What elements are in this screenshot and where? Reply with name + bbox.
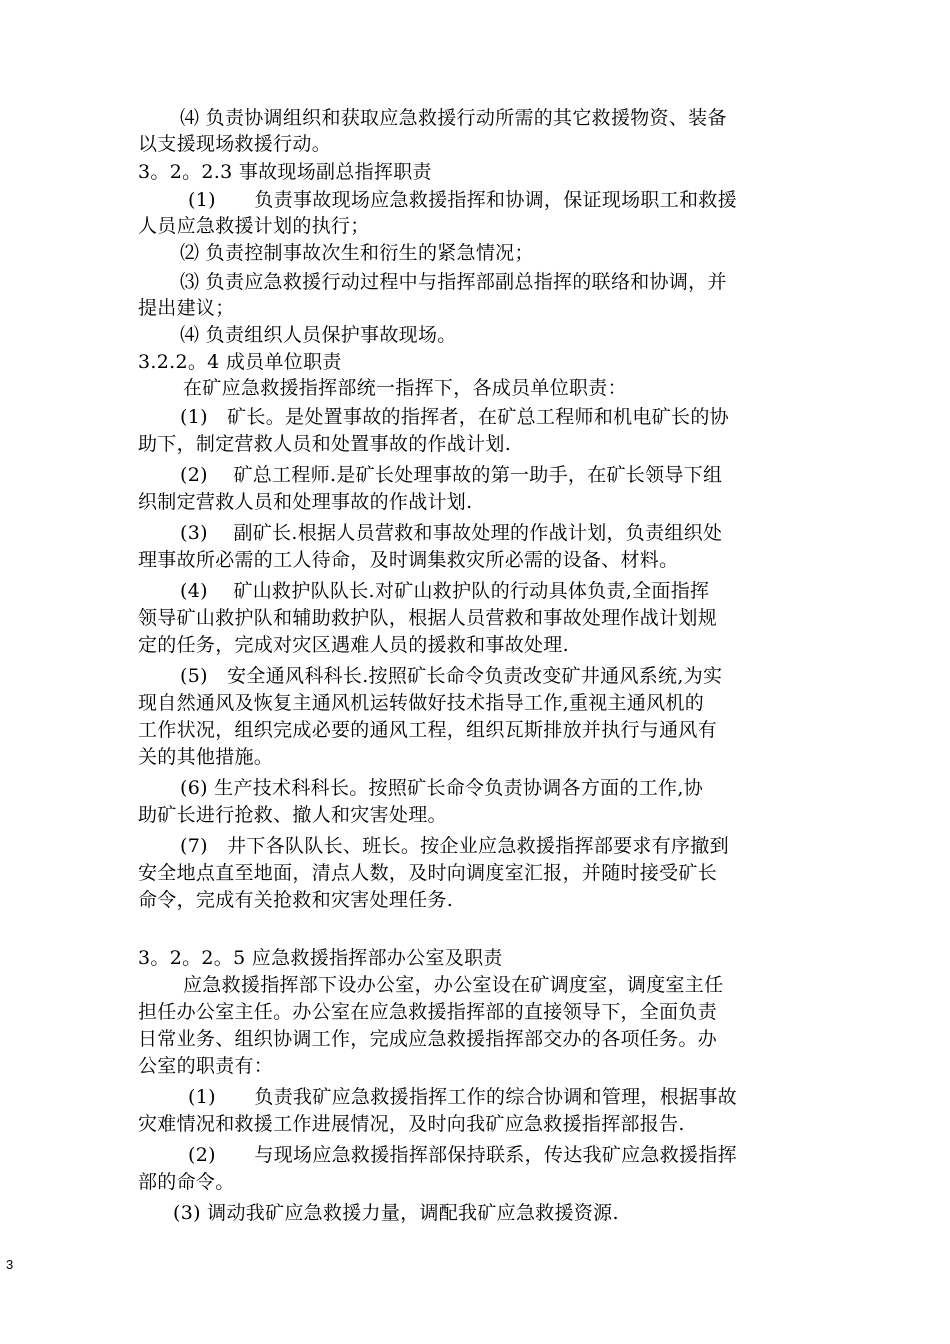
text-line: 日常业务、组织协调工作，完成应急救援指挥部交办的各项任务。办 [138,1028,718,1050]
text-line: 助矿长进行抢救、撤人和灾害处理。 [138,804,447,826]
text-line: (3) 副矿长.根据人员营救和事故处理的作战计划，负责组织处 [180,522,723,544]
text-line: 定的任务，完成对灾区遇难人员的援救和事故处理. [138,634,569,656]
text-line: ⑶ 负责应急救援行动过程中与指挥部副总指挥的联络和协调，并 [180,271,727,293]
text-line: 灾难情况和救援工作进展情况，及时向我矿应急救援指挥部报告. [138,1113,685,1135]
text-line: ⑷ 负责协调组织和获取应急救援行动所需的其它救援物资、装备 [180,107,727,129]
text-line: (1) 负责我矿应急救援指挥工作的综合协调和管理，根据事故 [188,1086,737,1108]
text-line: 助下，制定营救人员和处置事故的作战计划. [138,433,512,455]
section-heading: 3。2。2。5 应急救援指挥部办公室及职责 [138,947,503,969]
text-line: 领导矿山救护队和辅助救护队，根据人员营救和事故处理作战计划规 [138,607,718,629]
text-line: (1) 矿长。是处置事故的指挥者，在矿总工程师和机电矿长的协 [180,406,729,428]
text-line: (7) 井下各队队长、班长。按企业应急救援指挥部要求有序撤到 [180,835,729,857]
text-line: 现自然通风及恢复主通风机运转做好技术指导工作,重视主通风机的 [138,692,705,714]
section-heading: 3。2。2.3 事故现场副总指挥职责 [138,161,432,183]
text-line: (5) 安全通风科科长.按照矿长命令负责改变矿井通风系统,为实 [180,665,723,687]
text-line: ⑷ 负责组织人员保护事故现场。 [180,324,457,346]
text-line: (2) 矿总工程师.是矿长处理事故的第一助手，在矿长领导下组 [180,464,723,486]
text-line: (6) 生产技术科科长。按照矿长命令负责协调各方面的工作,协 [180,777,703,799]
text-line: ⑵ 负责控制事故次生和衍生的紧急情况； [180,242,534,264]
text-line: (1) 负责事故现场应急救援指挥和协调，保证现场职工和救援 [188,189,737,211]
text-line: 理事故所必需的工人待命，及时调集救灾所必需的设备、材料。 [138,549,679,571]
text-line: 关的其他措施。 [138,746,274,768]
text-line: (4) 矿山救护队队长.对矿山救护队的行动具体负责,全面指挥 [180,580,710,602]
text-line: 命令，完成有关抢救和灾害处理任务. [138,889,454,911]
text-line: 以支援现场救援行动。 [138,133,332,155]
text-line: (2) 与现场应急救援指挥部保持联系，传达我矿应急救援指挥 [188,1144,737,1166]
text-line: 提出建议； [138,297,235,319]
text-line: 安全地点直至地面，清点人数，及时向调度室汇报，并随时接受矿长 [138,862,718,884]
section-heading: 3.2.2。4 成员单位职责 [138,351,342,373]
text-line: 人员应急救援计划的执行； [138,215,370,237]
text-line: 工作状况，组织完成必要的通风工程，组织瓦斯排放并执行与通风有 [138,719,718,741]
text-line: 织制定营救人员和处理事故的作战计划. [138,491,473,513]
text-line: (3) 调动我矿应急救援力量，调配我矿应急救援资源. [173,1202,619,1224]
page-number: 3 [6,1257,14,1272]
text-line: 担任办公室主任。办公室在应急救援指挥部的直接领导下，全面负责 [138,1001,718,1023]
text-line: 公室的职责有： [138,1055,274,1077]
text-line: 部的命令。 [138,1171,235,1193]
text-line: 在矿应急救援指挥部统一指挥下，各成员单位职责： [183,377,627,399]
text-line: 应急救援指挥部下设办公室，办公室设在矿调度室，调度室主任 [183,974,724,996]
